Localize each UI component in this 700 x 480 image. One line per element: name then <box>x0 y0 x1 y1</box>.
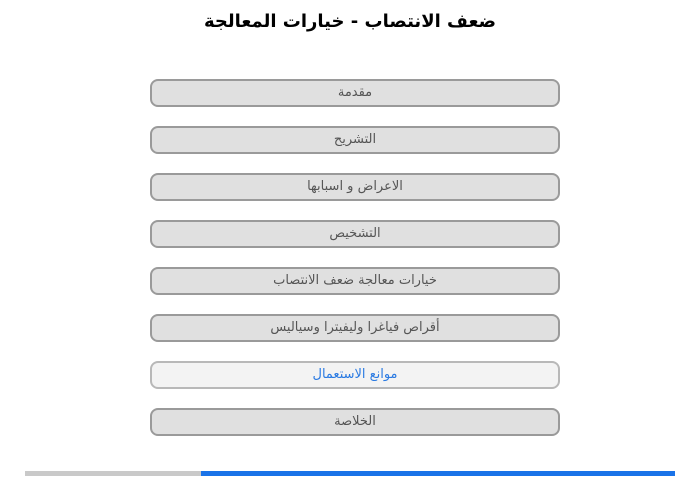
progress-bar-fill <box>201 471 676 476</box>
progress-bar <box>25 471 675 476</box>
menu-item-symptoms-causes[interactable]: الاعراض و اسبابها <box>150 173 560 201</box>
menu-item-treatment-options[interactable]: خيارات معالجة ضعف الانتصاب <box>150 267 560 295</box>
menu <box>150 79 560 455</box>
menu-item-diagnosis[interactable]: التشخيص <box>150 220 560 248</box>
menu-item-summary[interactable]: الخلاصة <box>150 408 560 436</box>
page-title: ضعف الانتصاب - خيارات المعالجة <box>203 11 497 32</box>
menu-item-intro[interactable]: مقدمة <box>150 79 560 107</box>
menu-item-pills[interactable]: أقراص فياغرا وليفيترا وسياليس <box>150 314 560 342</box>
menu-item-contraindications[interactable]: موانع الاستعمال <box>150 361 560 389</box>
menu-item-anatomy[interactable]: التشريح <box>150 126 560 154</box>
